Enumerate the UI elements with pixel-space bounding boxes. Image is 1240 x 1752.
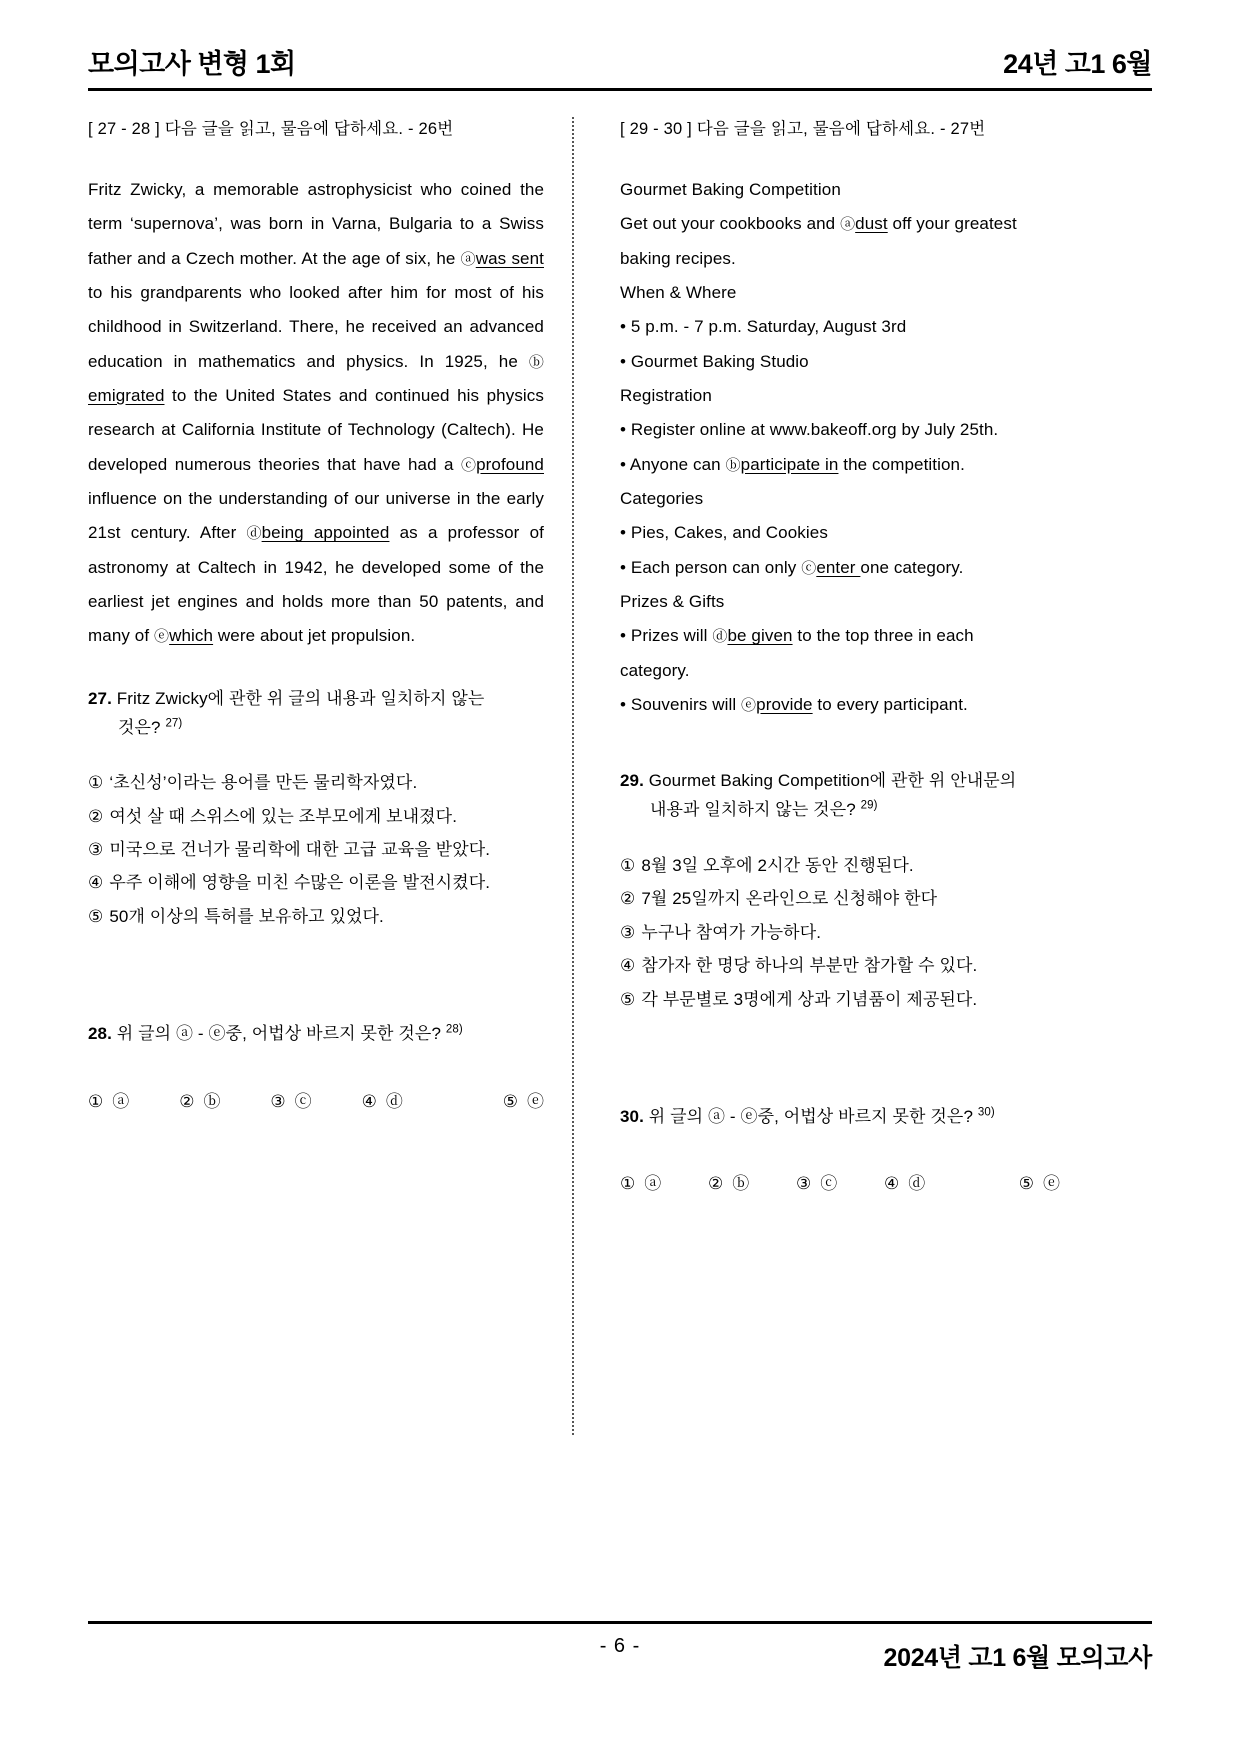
notice-line: • 5 p.m. - 7 p.m. Saturday, August 3rd: [620, 317, 907, 337]
choice-letter: ⓐ: [112, 1091, 130, 1111]
question-27-number: 27.: [88, 688, 112, 708]
question-29-number: 29.: [620, 771, 644, 791]
question-28-choices: [88, 1087, 544, 1112]
question-28-stem: [88, 1019, 544, 1048]
two-column-body: [88, 117, 1152, 1437]
question-27-stem: [88, 684, 544, 742]
choice-letter: ⓐ: [644, 1174, 662, 1194]
notice-line: • Each person can only ⓒenter one category.: [620, 557, 964, 577]
question-27: [88, 684, 544, 934]
column-divider: [572, 117, 574, 1435]
question-27-stem-line1: Fritz Zwicky에 관한 위 글의 내용과 일치하지 않는: [116, 688, 485, 708]
question-27-choices: [88, 766, 544, 933]
choice-marker: ①: [620, 1174, 636, 1194]
choice-item[interactable]: [179, 1087, 270, 1112]
passage-line: and continued his physics research at California: [88, 385, 544, 440]
choice-marker: ⑤: [1018, 1174, 1034, 1194]
header-divider-rule: [88, 88, 1152, 91]
choice-marker: ③: [620, 922, 636, 942]
choice-marker: ②: [620, 889, 636, 909]
header-exam-label: 24년 고1 6월: [1003, 49, 1152, 79]
left-column: [88, 117, 558, 1437]
choice-item[interactable]: [796, 1169, 884, 1194]
notice-line: • Souvenirs will ⓔprovide to every participant.: [620, 694, 968, 714]
choice-marker: ④: [884, 1174, 900, 1194]
question-28: [88, 1019, 544, 1111]
choice-marker: ①: [88, 773, 104, 793]
choice-letter: ⓑ: [732, 1174, 750, 1194]
passage-line: received an advanced education in mathematics and: [88, 317, 544, 371]
page-number: - 6 -: [599, 1635, 641, 1657]
question-29-stem-line2: [620, 795, 1060, 824]
question-27-stem-line2: [88, 713, 544, 742]
question-29-choices: [620, 849, 1060, 1016]
choice-item[interactable]: [88, 900, 544, 933]
notice-line: • Register online at www.bakeoff.org by July 25th.: [620, 420, 999, 440]
choice-item[interactable]: [88, 833, 544, 866]
notice-line: baking recipes.: [620, 248, 736, 268]
choice-item[interactable]: [88, 800, 544, 833]
choice-marker: ⑤: [620, 989, 636, 1009]
choice-item[interactable]: [620, 1169, 708, 1194]
choice-item[interactable]: [620, 916, 1060, 949]
footer-content: [88, 1624, 1152, 1674]
question-30-stem: [620, 1102, 1060, 1131]
choice-item[interactable]: [453, 1087, 544, 1112]
question-28-footnote: 28): [445, 1023, 463, 1036]
choice-item[interactable]: [708, 1169, 796, 1194]
choice-marker: ④: [88, 873, 104, 893]
notice-line: category.: [620, 660, 690, 680]
page-footer: [88, 1621, 1152, 1674]
passage-line: the term ‘supernova’, was born in Varna, Bulgaria to a: [88, 179, 544, 234]
passage-line: physics. In 1925, he ⓑemigrated to the United States: [88, 351, 544, 405]
right-directive: [ 29 - 30 ] 다음 글을 읽고, 물음에 답하세요. - 27번: [620, 120, 986, 139]
notice-line: • Prizes will ⓓbe given to the top three in each: [620, 626, 974, 646]
choice-marker: ②: [708, 1174, 724, 1194]
choice-label: 우주 이해에 영향을 미친 수많은 이론을 발전시켰다.: [109, 873, 491, 893]
choice-letter: ⓑ: [203, 1091, 221, 1111]
passage-line: about jet propulsion.: [259, 626, 416, 646]
header-title: 모의고사 변형 1회: [88, 49, 296, 79]
choice-label: ‘초신성’이라는 용어를 만든 물리학자였다.: [109, 773, 418, 793]
choice-marker: ③: [796, 1174, 812, 1194]
question-30-number: 30.: [620, 1107, 644, 1127]
choice-marker: ④: [620, 956, 636, 976]
passage-line: more than 50 patents, and many of ⓔwhich were: [88, 591, 544, 646]
passage-line: Swiss father and a Czech mother. At the age of six, he: [88, 214, 544, 268]
notice-line: Gourmet Baking Competition: [620, 179, 841, 199]
choice-marker: ③: [270, 1091, 286, 1111]
choice-marker: ②: [179, 1091, 195, 1111]
choice-label: 7월 25일까지 온라인으로 신청해야 한다: [641, 889, 938, 909]
passage-line: influence on the understanding of our universe in the: [88, 488, 501, 508]
question-29-stem: [620, 766, 1060, 824]
question-30-stem-text: 위 글의 ⓐ - ⓔ중, 어법상 바르지 못한 것은?: [648, 1107, 973, 1127]
choice-item[interactable]: [88, 1087, 179, 1112]
choice-item[interactable]: [270, 1087, 361, 1112]
question-30-choices: [620, 1169, 1060, 1194]
choice-marker: ⑤: [502, 1091, 518, 1111]
right-notice: [620, 173, 1060, 722]
notice-line: When & Where: [620, 282, 737, 302]
passage-line: Institute of Technology (Caltech). He developed: [88, 420, 544, 474]
question-29-footnote: 29): [860, 799, 878, 812]
question-27-stem-tail: 것은?: [118, 717, 161, 737]
passage-line: professor of astronomy at Caltech in 1942, he: [88, 523, 544, 577]
question-30: [620, 1102, 1060, 1194]
notice-line: Registration: [620, 385, 712, 405]
notice-line: Get out your cookbooks and ⓐdust off your greatest: [620, 214, 1017, 234]
choice-item[interactable]: [620, 983, 1060, 1016]
notice-line: • Pies, Cakes, and Cookies: [620, 523, 828, 543]
notice-line: • Anyone can ⓑparticipate in the competition.: [620, 454, 965, 474]
notice-line: Prizes & Gifts: [620, 591, 725, 611]
passage-line: ⓐwas sent to his grandparents who looked after him: [88, 248, 544, 302]
choice-label: 참가자 한 명당 하나의 부분만 참가할 수 있다.: [641, 956, 978, 976]
choice-letter: ⓓ: [908, 1174, 926, 1194]
choice-item[interactable]: [620, 849, 1060, 882]
passage-line: Fritz Zwicky, a memorable astrophysicist who coined: [88, 179, 512, 199]
choice-marker: ⑤: [88, 906, 104, 926]
choice-item[interactable]: [884, 1169, 972, 1194]
choice-marker: ①: [620, 855, 636, 875]
question-28-number: 28.: [88, 1024, 112, 1044]
passage-line: numerous theories that have had a ⓒprofound: [174, 454, 544, 474]
choice-label: 미국으로 건너가 물리학에 대한 고급 교육을 받았다.: [109, 839, 491, 859]
choice-item[interactable]: [362, 1087, 453, 1112]
notice-line: Categories: [620, 488, 704, 508]
choice-label: 50개 이상의 특허를 보유하고 있었다.: [109, 906, 384, 926]
choice-label: 각 부문별로 3명에게 상과 기념품이 제공된다.: [641, 989, 978, 1009]
page-header: [88, 0, 1152, 86]
choice-letter: ⓔ: [1043, 1174, 1060, 1194]
choice-marker: ④: [361, 1091, 377, 1111]
choice-item[interactable]: [972, 1169, 1060, 1194]
choice-item[interactable]: [620, 882, 1060, 915]
choice-item[interactable]: [88, 866, 544, 899]
choice-item[interactable]: [88, 766, 544, 799]
choice-letter: ⓔ: [526, 1091, 544, 1111]
question-29: [620, 766, 1060, 1016]
choice-label: 8월 3일 오후에 2시간 동안 진행된다.: [641, 855, 914, 875]
notice-line: • Gourmet Baking Studio: [620, 351, 809, 371]
choice-letter: ⓒ: [294, 1091, 312, 1111]
left-directive: [ 27 - 28 ] 다음 글을 읽고, 물음에 답하세요. - 26번: [88, 120, 454, 139]
choice-marker: ①: [88, 1091, 104, 1111]
passage-line: early 21st century. After ⓓbeing appointed as a: [88, 488, 544, 543]
passage-line: developed some of the earliest jet engines and holds: [88, 557, 545, 611]
footer-exam-label: 2024년 고1 6월 모의고사: [883, 1644, 1152, 1672]
left-passage: [88, 173, 544, 654]
choice-marker: ③: [88, 839, 104, 859]
question-28-stem-text: 위 글의 ⓐ - ⓔ중, 어법상 바르지 못한 것은?: [116, 1024, 441, 1044]
question-30-footnote: 30): [977, 1106, 995, 1119]
right-column: [590, 117, 1060, 1437]
choice-letter: ⓒ: [820, 1174, 838, 1194]
choice-label: 여섯 살 때 스위스에 있는 조부모에게 보내졌다.: [109, 806, 458, 826]
choice-item[interactable]: [620, 949, 1060, 982]
choice-marker: ②: [88, 806, 104, 826]
passage-line: for most of his childhood in Switzerland. There, he: [88, 282, 545, 337]
question-27-footnote: 27): [165, 717, 183, 730]
question-29-stem-tail: 내용과 일치하지 않는 것은?: [650, 800, 856, 820]
question-29-stem-line1: Gourmet Baking Competition에 관한 위 안내문의: [648, 771, 1017, 791]
choice-letter: ⓓ: [385, 1091, 403, 1111]
choice-label: 누구나 참여가 가능하다.: [641, 922, 822, 942]
